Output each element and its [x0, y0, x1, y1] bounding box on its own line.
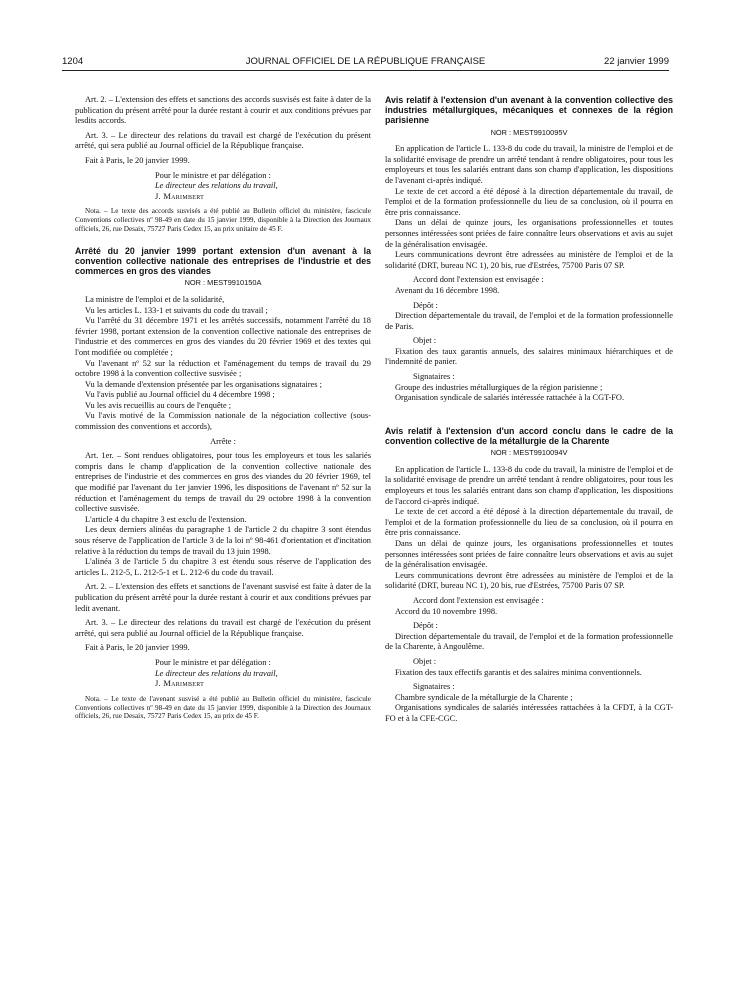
avis-2-envisage: Accord dont l'extension est envisagée :: [413, 595, 544, 605]
avis-1-para-3: Dans un délai de quinze jours, les organisations professionnelles et toutes personnes intéressées sont priées de faire connaître leurs observations et avis au sujet de la généralisation envisagée.: [385, 218, 673, 249]
arrete-para-2: Vu les articles L. 133-1 et suivants du code du travail ;: [85, 305, 268, 315]
top-article-2: Art. 2. – L'extension des effets et sanctions des accords susvisés est faite à dater de la publication du présent arrêté pour la durée restant à courir et aux conditions prévues par lesdits accords.: [75, 95, 371, 126]
arrete-article-1-c: Les deux derniers alinéas du paragraphe 1 de l'article 2 du chapitre 3 sont étendus sous réserve de l'application de l'article 3 de la loi nº 98-461 d'orientation et d'incitation relative à la réduction du temps de travail du 13 juin 1998.: [75, 525, 371, 556]
arrete-nota: Nota. – Le texte de l'avenant susvisé a été publié au Bulletin officiel du ministère, fascicule Conventions collectives nº 98-49 en date du 15 janvier 1999, disponible à la Direction des Journaux officiels, 26, rue Desaix, 75727 Paris Cedex 15, au prix de 45 F.: [75, 694, 371, 721]
top-sign-line-1: Pour le ministre et par délégation :: [155, 170, 271, 180]
avis-1-depot-text: Direction départementale du travail, de l'emploi et de la formation professionnelle de Paris.: [385, 311, 673, 331]
avis-2-title: Avis relatif à l'extension d'un accord conclu dans le cadre de la convention collective de la métallurgie de la Charente: [385, 425, 673, 447]
avis-2-depot-text: Direction départementale du travail, de l'emploi et de la formation professionnelle de la Charente, à Angoulême.: [385, 631, 673, 652]
avis-2-para-2: Le texte de cet accord a été déposé à la direction départementale du travail, de l'emploi et de la formation professionnelle du lieu de sa conclusion, où il pourra en être pris connaissance.: [385, 507, 673, 538]
arrete-title: Arrêté du 20 janvier 1999 portant extension d'un avenant à la convention collective nationale des entreprises de l'industrie et des commerces en gros des viandes: [75, 245, 371, 277]
arrete-nor: NOR : MEST9910150A: [184, 278, 262, 288]
avis-1-para-2: Le texte de cet accord a été déposé à la direction départementale du travail, de l'emploi et de la formation professionnelle du lieu de sa conclusion, où il pourra en être pris connaissance.: [385, 186, 673, 217]
arrete-article-3: Art. 3. – Le directeur des relations du travail est chargé de l'exécution du présent arrêté, qui sera publié au Journal officiel de la République française.: [75, 618, 371, 638]
issue-date: 22 janvier 1999: [604, 56, 669, 67]
arrete-article-1-b: L'article 4 du chapitre 3 est exclu de l'extension.: [85, 514, 247, 524]
avis-2-nor: NOR : MEST9910094V: [490, 448, 568, 458]
avis-2-depot-label: Dépôt :: [413, 621, 438, 631]
arrete-signature-name: J. Marimbert: [155, 679, 205, 689]
arrete-sign-line-2: Le directeur des relations du travail,: [155, 668, 278, 678]
avis-2-para-1: En application de l'article L. 133-8 du code du travail, la ministre de l'emploi et de la solidarité envisage de prendre un arrêté tendant à rendre obligatoires, pour tous les employeurs et tous les salariés entrant dans son champ d'application, les dispositions de l'accord ci-après indiqué.: [385, 464, 673, 506]
arrete-para-1: La ministre de l'emploi et de la solidarité,: [85, 294, 225, 304]
top-signature-name: J. Marimbert: [155, 191, 205, 201]
avis-2-objet-label: Objet :: [413, 656, 437, 666]
header-rule: [62, 70, 669, 71]
avis-1-signataire-2: Organisation syndicale de salariés intéressée rattachée à la CGT-FO.: [395, 393, 625, 403]
avis-1-objet-text: Fixation des taux garantis annuels, des salaires minimaux hiérarchiques et de l'indemnité de panier.: [385, 346, 673, 367]
avis-2-para-3: Dans un délai de quinze jours, les organisations professionnelles et toutes personnes intéressées sont priées de faire connaître leurs observations et avis au sujet de la généralisation envisagée.: [385, 539, 673, 570]
avis-1-title: Avis relatif à l'extension d'un avenant à la convention collective des industries métallurgiques, mécaniques et connexes de la région parisienne: [385, 95, 673, 126]
avis-2-accord: Accord du 10 novembre 1998.: [395, 606, 498, 616]
avis-1-nor: NOR : MEST9910095V: [490, 127, 568, 137]
right-column: [385, 95, 673, 725]
arrete-sign-line-1: Pour le ministre et par délégation :: [155, 657, 271, 667]
arrete-para-7: Vu les avis recueillis au cours de l'enquête ;: [85, 400, 232, 410]
arrete-heading: Arrête :: [210, 436, 236, 446]
avis-1-para-4: Leurs communications devront être adressées au ministère de l'emploi et de la solidarité (DRT, bureau NC 1), 20 bis, rue d'Estrées, 75700 Paris 07 SP.: [385, 250, 673, 270]
page-number: 1204: [62, 56, 84, 67]
avis-1-envisage: Accord dont l'extension est envisagée :: [413, 275, 544, 285]
arrete-para-4: Vu l'avenant nº 52 sur la réduction et l'aménagement du temps de travail du 29 octobre 1998 à la convention collective susvisée ;: [75, 358, 371, 379]
avis-1-avenant: Avenant du 16 décembre 1998.: [395, 285, 500, 295]
journal-title: JOURNAL OFFICIEL DE LA RÉPUBLIQUE FRANÇAISE: [245, 56, 486, 67]
top-fait: Fait à Paris, le 20 janvier 1999.: [85, 155, 190, 165]
avis-2-signataires-label: Signataires :: [413, 682, 455, 692]
avis-2-para-4: Leurs communications devront être adressées au ministère de l'emploi et de la solidarité (DRT, bureau NC 1), 20 bis, rue d'Estrées, 75700 Paris 07 SP.: [385, 570, 673, 591]
avis-1-signataires-label: Signataires :: [413, 372, 455, 382]
arrete-article-1: Art. 1er. – Sont rendues obligatoires, pour tous les employeurs et tous les salariés compris dans le champ d'application de la convention collective nationale des entreprises de l'industrie et des commerces en gros des viandes du 20 février 1969, tel que modifié par l'avenant du 1er janvier 1996, les dispositions de l'avenant nº 52 sur la réduction et l'aménagement du temps de travail du 29 octobre 1998 à la convention collective susvisée.: [75, 451, 371, 514]
top-article-3: Art. 3. – Le directeur des relations du travail est chargé de l'exécution du présent arrêté, qui sera publié au Journal officiel de la République française.: [75, 130, 371, 151]
avis-1-para-1: En application de l'article L. 133-8 du code du travail, la ministre de l'emploi et de la solidarité envisage de prendre un arrêté tendant à rendre obligatoires, pour tous les employeurs et tous les salariés entrant dans son champ d'application, les dispositions de l'avenant ci-après indiqué.: [385, 144, 673, 185]
arrete-para-8: Vu l'avis motivé de la Commission nationale de la négociation collective (sous-commission des conventions et accords),: [75, 411, 371, 432]
avis-2-objet-text: Fixation des taux effectifs garantis et des salaires minima conventionnels.: [395, 667, 642, 677]
arrete-article-1-d: L'alinéa 3 de l'article 5 du chapitre 3 est étendu sous réserve de l'application des articles L. 212-5, L. 212-5-1 et L. 212-6 du code du travail.: [75, 557, 371, 577]
avis-1-objet-label: Objet :: [413, 336, 437, 346]
arrete-para-3: Vu l'arrêté du 31 décembre 1971 et les arrêtés successifs, notamment l'arrêté du 18 février 1998, portant extension de la convention collective nationale des entreprises de l'industrie et des commerces en gros des viandes du 20 février 1969 et des textes qui l'ont modifiée ou complétée ;: [75, 316, 371, 357]
avis-1-signataire-1: Groupe des industries métallurgiques de la région parisienne ;: [395, 382, 603, 392]
arrete-para-5: Vu la demande d'extension présentée par les organisations signataires ;: [85, 379, 322, 389]
avis-1-depot-label: Dépôt :: [413, 300, 438, 310]
avis-2-signataire-1: Chambre syndicale de la métallurgie de la Charente ;: [395, 692, 573, 702]
avis-2-signataire-2: Organisations syndicales de salariés intéressées rattachées à la CFDT, à la CGT-FO et à la CFE-CGC.: [385, 703, 673, 723]
arrete-para-6: Vu l'avis publié au Journal officiel du 4 décembre 1998 ;: [85, 390, 275, 400]
top-nota: Nota. – Le texte des accords susvisés a été publié au Bulletin officiel du ministère, fascicule Conventions collectives nº 98-49 en date du 15 janvier 1999, disponible à la Direction des Journaux officiels, 26, rue Desaix, 75727 Paris Cedex 15, au prix unitaire de 45 F.: [75, 207, 371, 233]
left-column: [75, 95, 371, 721]
arrete-article-2: Art. 2. – L'extension des effets et sanctions de l'avenant susvisé est faite à dater de la publication du présent arrêté pour la durée restant à courir et aux conditions prévues par ledit avenant.: [75, 582, 371, 613]
arrete-fait: Fait à Paris, le 20 janvier 1999.: [85, 643, 190, 653]
top-sign-line-2: Le directeur des relations du travail,: [155, 181, 278, 191]
